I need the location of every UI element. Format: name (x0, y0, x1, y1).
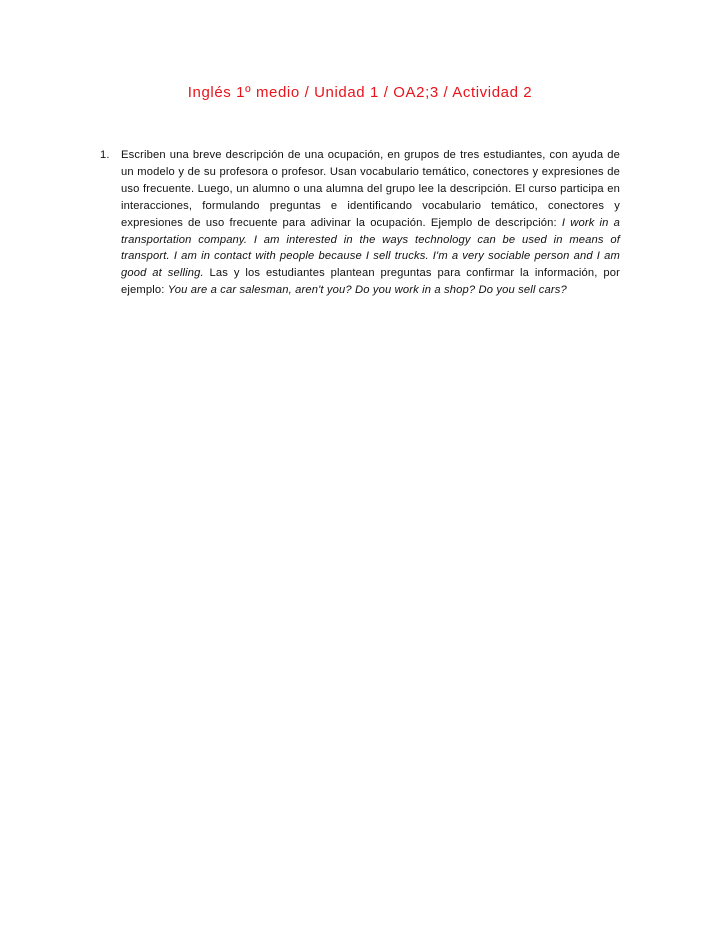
page-title: Inglés 1º medio / Unidad 1 / OA2;3 / Actividad 2 (187, 84, 533, 101)
example-description: I work in a transportation company. I am interested in the ways technology can be used in means of transport. I am in contact with people because I sell trucks. I'm a very sociable person and I am good at selling. (121, 216, 620, 280)
instruction-text-continued: Las y los estudiantes plantean preguntas para confirmar la información, por ejemplo: (121, 267, 620, 297)
example-questions: You are a car salesman, aren't you? Do you work in a shop? Do you sell cars? (167, 284, 567, 297)
list-item (100, 147, 620, 299)
activity-list (100, 147, 620, 299)
item-number: 1. (100, 149, 110, 161)
item-body (121, 149, 620, 296)
instruction-text: Escriben una breve descripción de una ocupación, en grupos de tres estudiantes, con ayuda de un modelo y de su profesora o profesor. Usan vocabulario temático, conectores y expresiones de uso frecuente. Luego, un alumno o una alumna del grupo lee la descripción. El curso participa en interacciones, formulando preguntas e identificando vocabulario temático, conectores y expresiones de uso frecuente para adivinar la ocupación. Ejemplo de descripción: (121, 149, 620, 229)
